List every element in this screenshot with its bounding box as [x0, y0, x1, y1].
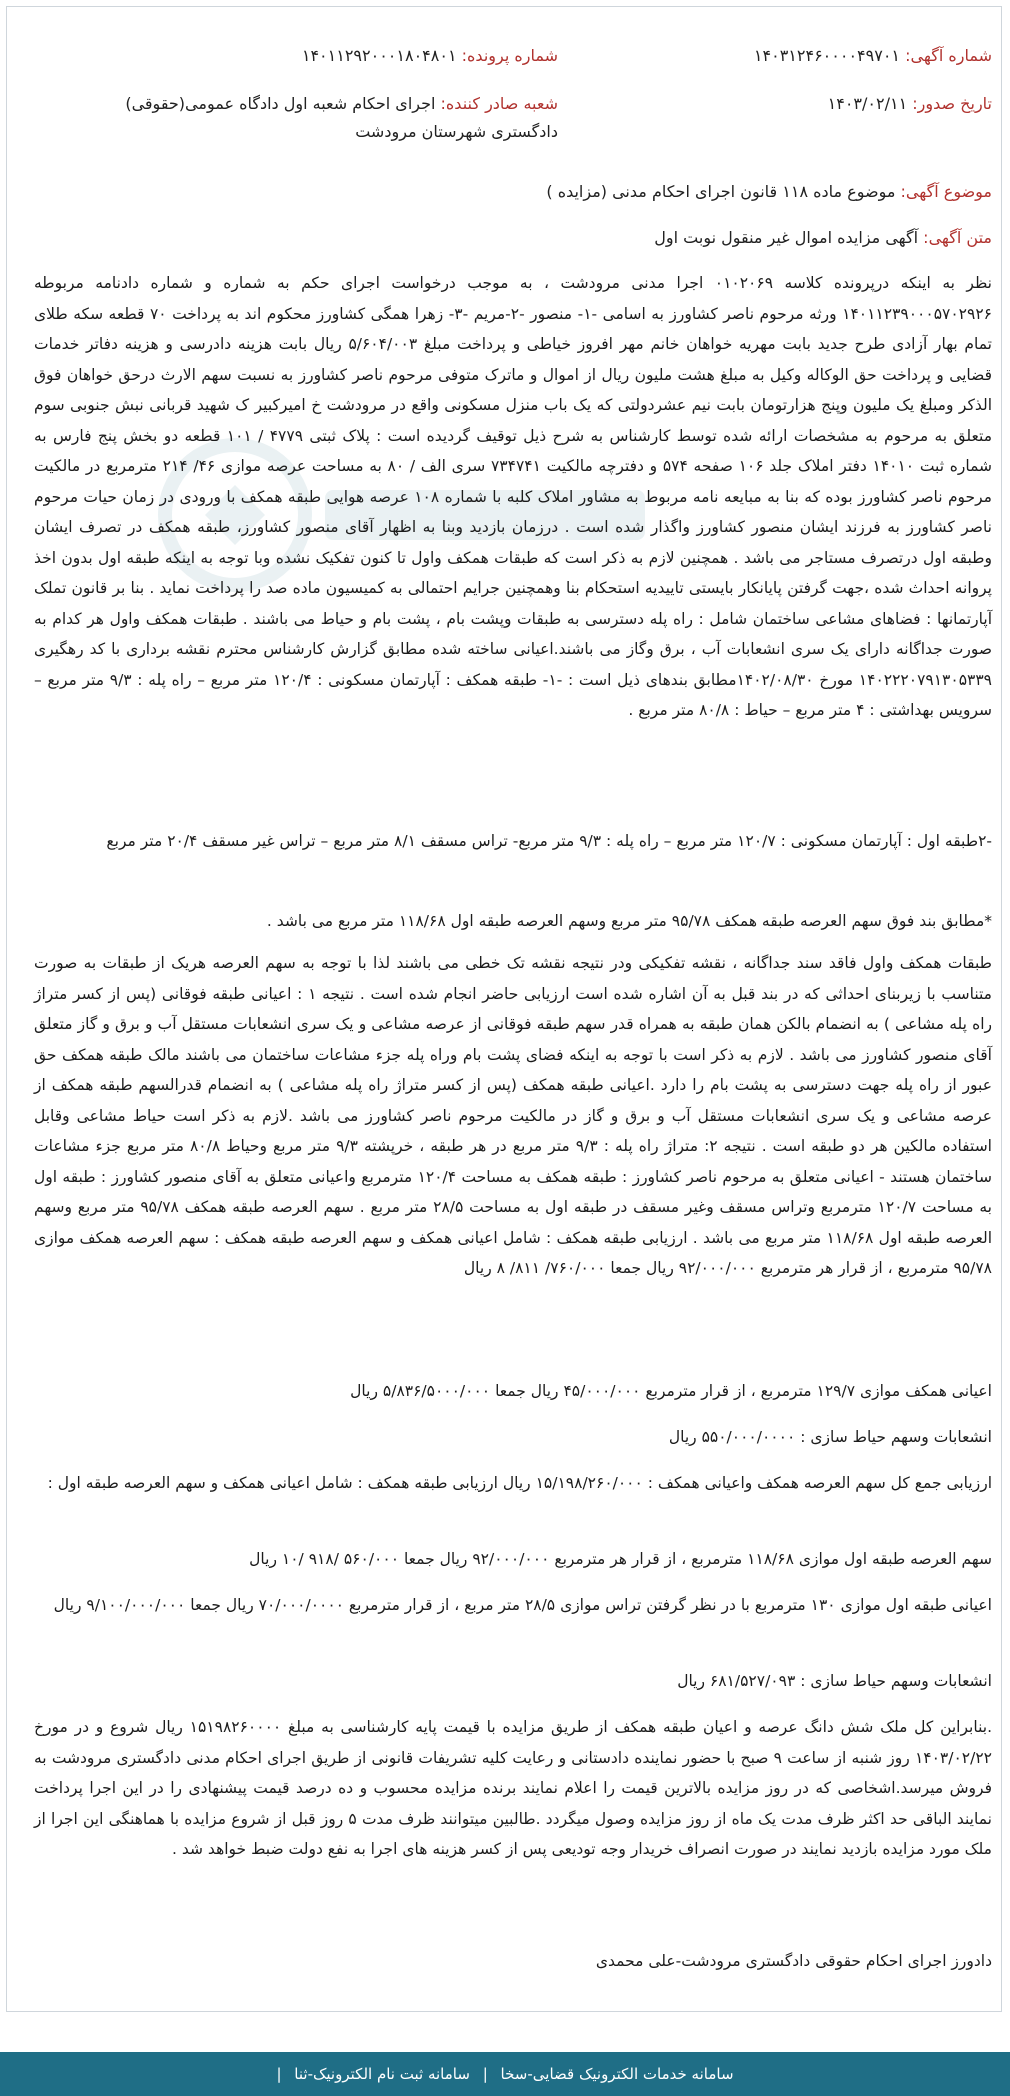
- paragraph-9: اعیانی طبقه اول موازی ۱۳۰ مترمربع با در نظر گرفتن تراس موازی ۲۸/۵ متر مربع ، از قرار مترمربع ۷۰/۰۰۰/۰۰۰۰ ریال جمعا ۹/۱۰۰/۰۰۰/۰۰۰ ریال: [53, 1596, 992, 1614]
- text-title-row: [654, 224, 992, 252]
- ad-number-row: [754, 42, 992, 70]
- paragraph-branches-1: [34, 1422, 992, 1453]
- paragraph-2: -۲طبقه اول : آپارتمان مسکونی : ۱۲۰/۷ متر مربع – راه پله : ۹/۳ متر مربع- تراس مسقف ۸/۱ متر مربع – تراس غیر مسقف ۲۰/۴ متر مربع: [106, 832, 992, 850]
- issuer-value: اجرای احکام شعبه اول دادگاه عمومی(حقوقی) دادگستری شهرستان مرودشت: [125, 94, 558, 141]
- footer-link-sakha[interactable]: سامانه خدمات الکترونیک قضایی-سخا: [500, 2065, 734, 2083]
- paragraph-1: نظر به اینکه درپرونده کلاسه ۰۱۰۲۰۶۹ اجرا مدنی مرودشت ، به موجب درخواست اجرای حکم به شماره و شماره دادنامه مربوطه ۱۴۰۱۱۲۳۹۰۰۰۵۷۰۲۹۲۶ ورثه مرحوم ناصر کشاورز به اسامی -۱- منصور -۲-مریم -۳- زهرا همگی کشاورز محکوم اند به پرداخت ۷۰ قطعه سکه طلای تمام بهار آزادی طرح جدید بابت مهریه خواهان خانم مهر افروز خیاطی و پرداخت مبلغ ۵/۶۰۴/۰۰۳ ریال بابت هزینه دادرسی و هزینه دفاتر خدمات قضایی و پرداخت حق الوکاله وکیل به مبلغ هشت ملیون ریال از اموال و ماترک متوفی مرحوم ناصر کشاورز به نسبت سهم الارث درحق خواهان فوق الذکر ومبلغ یک ملیون وپنج هزارتومان بابت نیم عشردولتی که یک باب منزل مسکونی واقع در مرودشت خ امیرکبیر ک شهید قربانی نبش جنوبی سوم متعلق به مرحوم به مشخصات ارائه شده توسط کارشناس به شرح ذیل توقیف گردیده است : پلاک ثبتی ۴۷۷۹ / ۱۰۱ قطعه دو بخش پنج فارس به شماره ثبت ۱۴۰۱۰ دفتر املاک جلد ۱۰۶ صفحه ۵۷۴ و دفترچه مالکیت ۷۳۴۷۴۱ سری الف / ۸۰ به مساحت عرصه موازی ۴۶/ ۲۱۴ مترمربع در مالکیت مرحوم ناصر کشاورز بوده که بنا به مبایعه نامه مربوط به مشاور املاک کلبه با شماره ۱۰۸ عرصه هوایی طبقه همکف با ورودی در زمان حیات مرحوم ناصر کشاورز به فرزند ایشان منصور کشاورز واگذار شده است . درزمان بازدید وبنا به اظهار آقای منصور کشاورز، طبقه همکف در تصرف ایشان وطبقه اول درتصرف مستاجر می باشد . همچنین لازم به ذکر است که طبقات همکف واول تا کنون تفکیک نشده وبا توجه به اینکه طبقه اول بدون اخذ پروانه احداث شده ،جهت گرفتن پایانکار بایستی تاییدیه استحکام بنا وهمچنین جرایم احتمالی به کمیسیون ماده صد را پرداخت نماید . بنا بر قانون تملک آپارتمانها : فضاهای مشاعی ساختمان شامل : راه پله دسترسی به طبقات وپشت بام ، پشت بام و حیاط می باشند . طبقات همکف واول هر کدام به صورت جداگانه دارای یک سری انشعابات آب ، برق وگاز می باشند.اعیانی ساخته شده مطابق گزارش کارشناس محترم نقشه برداری با کد رهگیری ۱۴۰۲۲۲۰۷۹۱۳۰۵۳۳۹ مورخ ۱۴۰۲/۰۸/۳۰مطابق بندهای ذیل است : -۱- طبقه همکف : آپارتمان مسکونی : ۱۲۰/۴ متر مربع – راه پله : ۹/۳ متر مربع – سرویس بهداشتی : ۴ متر مربع – حیاط : ۸۰/۸ متر مربع .: [34, 274, 993, 719]
- issuer-label: شعبه صادر کننده:: [440, 94, 558, 113]
- paragraph-7: ارزیابی جمع کل سهم العرصه همکف واعیانی همکف : ۱۵/۱۹۸/۲۶۰/۰۰۰ ریال ارزیابی طبقه همکف : شامل اعیانی همکف و سهم العرصه طبقه اول :: [47, 1474, 992, 1492]
- paragraph-11: .بنابراین کل ملک شش دانگ عرصه و اعیان طبقه همکف از طریق مزایده با قیمت پایه کارشناسی به مبلغ ۱۵۱۹۸۲۶۰۰۰۰ ریال شروع و در مورخ ۱۴۰۳/۰۲/۲۲ روز شنبه از ساعت ۹ صبح با حضور نماینده دادستانی و رعایت کلیه تشریفات قانونی از طریق اجرای احکام مدنی دادگستری مرودشت به فروش میرسد.اشخاصی که در روز مزایده بالاترین قیمت را اعلام نمایند برنده مزایده محسوب و ده درصد قیمت پیشنهادی را در این اجرا پرداخت نمایند الباقی حد اکثر ظرف مدت یک ماه از روز مزایده وصول میگردد .طالبین میتوانند ظرف مدت ۵ روز قبل از شروع مزایده با هماهنگی این اجرا از ملک مورد مزایده بازدید نمایند در صورت انصراف خریدار وجه تودیعی پس از کسر هزینه های اجرا به نفع دولت ضبط خواهد شد .: [34, 1718, 993, 1858]
- footer-separator: |: [482, 2065, 488, 2083]
- case-number-row: [302, 42, 558, 70]
- issuer-row: [58, 90, 558, 146]
- ad-number-value: ۱۴۰۳۱۲۴۶۰۰۰۰۴۹۷۰۱: [753, 46, 901, 65]
- paragraph-6: انشعابات وسهم حیاط سازی : ۵۵۰/۰۰۰/۰۰۰۰ ریال: [668, 1428, 992, 1446]
- footer-separator-2: |: [276, 2065, 282, 2083]
- issue-date-label: تاریخ صدور:: [912, 94, 992, 113]
- paragraph-first-floor-building: [34, 1590, 992, 1621]
- case-number-label: شماره پرونده:: [461, 46, 558, 65]
- paragraph-auction-terms: [34, 1712, 992, 1865]
- ad-number-label: شماره آگهی:: [905, 46, 992, 65]
- issue-date-value: ۱۴۰۳/۰۲/۱۱: [827, 94, 908, 113]
- paragraph-12: دادورز اجرای احکام حقوقی دادگستری مرودشت-علی محمدی: [595, 1952, 992, 1970]
- subject-row: [546, 178, 992, 206]
- text-label: متن آگهی:: [923, 228, 992, 247]
- subject-value: موضوع ماده ۱۱۸ قانون اجرای احکام مدنی (مزایده ): [546, 182, 896, 201]
- paragraph-signature: [34, 1946, 992, 1977]
- paragraph-share: [34, 906, 992, 937]
- paragraph-10: انشعابات وسهم حیاط سازی : ۶۸۱/۵۲۷/۰۹۳ ریال: [677, 1672, 992, 1690]
- subject-label: موضوع آگهی:: [900, 182, 992, 201]
- paragraph-total-ground: [34, 1468, 992, 1499]
- text-title: آگهی مزایده اموال غیر منقول نوبت اول: [654, 228, 919, 247]
- paragraph-5: اعیانی همکف موازی ۱۲۹/۷ مترمربع ، از قرار مترمربع ۴۵/۰۰۰/۰۰۰ ریال جمعا ۵/۸۳۶/۵۰۰۰/۰۰۰ ریال: [350, 1382, 992, 1400]
- paragraph-first-floor-share: [34, 1544, 992, 1575]
- paragraph-branches-2: [34, 1666, 992, 1697]
- paragraph-3: *مطابق بند فوق سهم العرصه طبقه همکف ۹۵/۷۸ متر مربع وسهم العرصه طبقه اول ۱۱۸/۶۸ متر مربع می باشد .: [266, 912, 992, 930]
- paragraph-main: [34, 268, 992, 726]
- paragraph-4: طبقات همکف واول فاقد سند جداگانه ، نقشه تفکیکی ودر نتیجه نقشه تک خطی می باشند لذا با توجه به سهم العرصه هریک از طبقات به صورت متناسب با زیربنای احداثی که در بند قبل به آن اشاره شده است ارزیابی حاضر انجام شده است . نتیجه ۱ : اعیانی طبقه فوقانی (پس از کسر متراژ راه پله مشاعی ) به انضمام بالکن همان طبقه به همراه قدر سهم طبقه فوقانی از عرصه مشاعی و یک سری انشعابات مستقل آب و برق و گاز متعلق آقای منصور کشاورز می باشد . لازم به ذکر است با توجه به اینکه فضای پشت بام وراه پله جزء مشاعات ساختمان می باشند مالک طبقه همکف حق عبور از راه پله جهت دسترسی به پشت بام را دارد .اعیانی طبقه همکف (پس از کسر متراژ راه پله مشاعی ) به انضمام قدرالسهم طبقه همکف از عرصه مشاعی و یک سری انشعابات مستقل آب و برق و گاز در مالکیت مرحوم ناصر کشاورز می باشد .لازم به ذکر است حیاط مشاعی وقابل استفاده مالکین هر دو طبقه است . نتیجه ۲: متراژ راه پله : ۹/۳ متر مربع در هر طبقه ، خرپشته ۹/۳ متر مربع وحیاط ۸۰/۸ متر مربع جزء مشاعات ساختمان هستند - اعیانی متعلق به مرحوم ناصر کشاورز : طبقه همکف به مساحت ۱۲۰/۴ مترمربع واعیانی متعلق به آقای منصور کشاورز : طبقه اول به مساحت ۱۲۰/۷ مترمربع وتراس مسقف وغیر مسقف در طبقه اول به مساحت ۲۸/۵ متر مربع . سهم العرصه طبقه همکف ۹۵/۷۸ متر مربع وسهم العرصه طبقه اول ۱۱۸/۶۸ متر مربع می باشد . ارزیابی طبقه همکف : شامل اعیانی همکف و سهم العرصه طبقه همکف : سهم العرصه همکف موازی ۹۵/۷۸ مترمربع ، از قرار هر مترمربع ۹۲/۰۰۰/۰۰۰ ریال جمعا ۷۶۰/۰۰۰/ ۸۱۱/ ۸ ریال: [34, 954, 993, 1277]
- paragraph-ground-building: [34, 1376, 992, 1407]
- footer-bar: [0, 2052, 1010, 2096]
- issue-date-row: [828, 90, 992, 118]
- paragraph-evaluation: [34, 948, 992, 1284]
- paragraph-first-floor: [34, 826, 992, 857]
- paragraph-8: سهم العرصه طبقه اول موازی ۱۱۸/۶۸ مترمربع ، از قرار هر مترمربع ۹۲/۰۰۰/۰۰۰ ریال جمعا ۵۶۰/۰۰۰ /۹۱۸ /۱۰ ریال: [249, 1550, 992, 1568]
- case-number-value: ۱۴۰۱۱۲۹۲۰۰۰۱۸۰۴۸۰۱: [301, 46, 457, 65]
- footer-link-sana[interactable]: سامانه ثبت نام الکترونیک-ثنا: [294, 2065, 470, 2083]
